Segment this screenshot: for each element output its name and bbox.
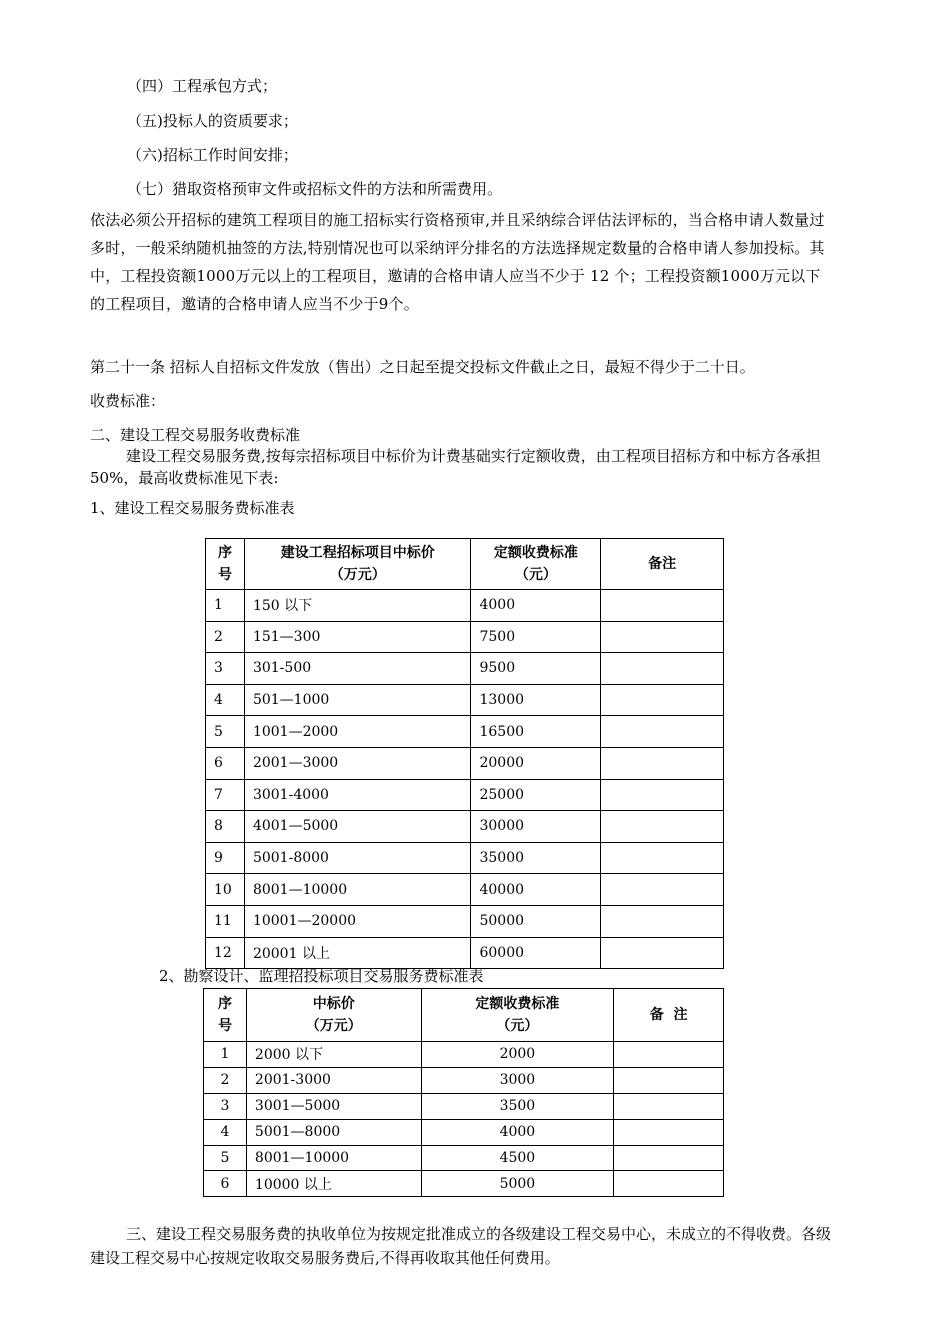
cell-remark (601, 621, 724, 653)
cell-fee: 5000 (421, 1171, 614, 1197)
table-row (204, 1067, 724, 1093)
section-2-body: 建设工程交易服务费,按每宗招标项目中标价为计费基础实行定额收费，由工程项目招标方和中标方各承担50%，最高收费标准见下表: (90, 447, 821, 487)
cell-remark (601, 874, 724, 906)
cell-index: 4 (204, 1119, 247, 1145)
cell-index: 3 (204, 1093, 247, 1119)
cell-fee: 4000 (471, 590, 601, 622)
prequalification-paragraph: 依法必须公开招标的建筑工程项目的施工招标实行资格预审,并且采纳综合评估法评标的，当合格申请人数量过多时，一般采纳随机抽签的方法,特别情况也可以采纳评分排名的方法选择规定数量的合格申请人参加投标。其中，工程投资额1000万元以上的工程项目，邀请的合格申请人应当不少于 12 个；工程投资额1000万元以下的工程项目，邀请的合格申请人应当不少于9个。 (90, 211, 825, 313)
table-1-caption: 1、建设工程交易服务费标准表 (90, 499, 295, 517)
cell-bid-price: 1001—2000 (244, 716, 471, 748)
cell-index: 11 (206, 905, 245, 937)
cell-fee: 25000 (471, 779, 601, 811)
table-row (206, 621, 724, 653)
cell-index: 3 (206, 653, 245, 685)
table-row (206, 842, 724, 874)
section-3: 三、建设工程交易服务费的执收单位为按规定批准成立的各级建设工程交易中心，未成立的不得收费。各级建设工程交易中心按规定收取交易服务费后,不得再收取其他任何费用。 (90, 1225, 832, 1267)
table-row (204, 1042, 724, 1068)
cell-remark (614, 1093, 724, 1119)
cell-fee: 30000 (471, 811, 601, 843)
table-row (206, 590, 724, 622)
cell-remark (601, 747, 724, 779)
cell-bid-price: 3001-4000 (244, 779, 471, 811)
cell-index: 6 (206, 747, 245, 779)
table-row (206, 874, 724, 906)
cell-index: 2 (206, 621, 245, 653)
cell-remark (601, 684, 724, 716)
cell-remark (601, 937, 724, 969)
cell-remark (614, 1145, 724, 1171)
table-row (206, 811, 724, 843)
cell-index: 6 (204, 1171, 247, 1197)
cell-bid-price: 3001—5000 (246, 1093, 421, 1119)
cell-bid-price: 151—300 (244, 621, 471, 653)
cell-remark (614, 1042, 724, 1068)
cell-fee: 2000 (421, 1042, 614, 1068)
cell-fee: 16500 (471, 716, 601, 748)
cell-index: 5 (204, 1145, 247, 1171)
list-item-7: （七）猎取资格预审文件或招标文件的方法和所需费用。 (127, 180, 503, 198)
cell-bid-price: 8001—10000 (246, 1145, 421, 1171)
table-row (206, 905, 724, 937)
table-2-caption: 2、勘察设计、监理招投标项目交易服务费标准表 (159, 967, 484, 985)
cell-fee: 3000 (421, 1067, 614, 1093)
table-row (204, 1145, 724, 1171)
table-row (206, 747, 724, 779)
cell-remark (601, 811, 724, 843)
table-row (204, 1119, 724, 1145)
table-row (206, 779, 724, 811)
cell-fee: 50000 (471, 905, 601, 937)
cell-bid-price: 5001-8000 (244, 842, 471, 874)
cell-fee: 9500 (471, 653, 601, 685)
cell-bid-price: 150 以下 (244, 590, 471, 622)
cell-index: 1 (206, 590, 245, 622)
cell-fee: 60000 (471, 937, 601, 969)
cell-bid-price: 4001—5000 (244, 811, 471, 843)
cell-index: 7 (206, 779, 245, 811)
cell-remark (601, 905, 724, 937)
table-row (206, 653, 724, 685)
section-2-title: 二、建设工程交易服务收费标准 (90, 426, 301, 444)
cell-fee: 35000 (471, 842, 601, 874)
list-item-4: （四）工程承包方式； (127, 77, 278, 95)
cell-fee: 20000 (471, 747, 601, 779)
table-row (206, 684, 724, 716)
cell-remark (601, 590, 724, 622)
header-fee: 定额收费标准 （元） (421, 989, 614, 1042)
table-row (206, 716, 724, 748)
cell-index: 1 (204, 1042, 247, 1068)
cell-bid-price: 10000 以上 (246, 1171, 421, 1197)
table-row (204, 1171, 724, 1197)
cell-fee: 4500 (421, 1145, 614, 1171)
cell-bid-price: 501—1000 (244, 684, 471, 716)
header-index: 序 号 (206, 539, 245, 590)
header-remark: 备 注 (614, 989, 724, 1042)
cell-fee: 3500 (421, 1093, 614, 1119)
cell-remark (601, 779, 724, 811)
cell-remark (601, 842, 724, 874)
header-fee: 定额收费标准 （元） (471, 539, 601, 590)
fee-standard-label: 收费标准： (90, 392, 166, 410)
cell-index: 12 (206, 937, 245, 969)
cell-fee: 13000 (471, 684, 601, 716)
cell-index: 9 (206, 842, 245, 874)
cell-remark (614, 1171, 724, 1197)
list-item-5: （五)投标人的资质要求； (127, 112, 298, 130)
cell-remark (601, 716, 724, 748)
cell-remark (614, 1067, 724, 1093)
survey-design-fee-table (203, 988, 724, 1197)
cell-bid-price: 2001—3000 (244, 747, 471, 779)
cell-bid-price: 8001—10000 (244, 874, 471, 906)
cell-bid-price: 2001-3000 (246, 1067, 421, 1093)
cell-bid-price: 10001—20000 (244, 905, 471, 937)
cell-remark (614, 1119, 724, 1145)
cell-bid-price: 301-500 (244, 653, 471, 685)
table-row (204, 1093, 724, 1119)
cell-bid-price: 2000 以下 (246, 1042, 421, 1068)
cell-index: 8 (206, 811, 245, 843)
cell-fee: 4000 (421, 1119, 614, 1145)
header-remark: 备注 (601, 539, 724, 590)
article-21: 第二十一条 招标人自招标文件发放（售出）之日起至提交投标文件截止之日，最短不得少于二十日。 (90, 358, 755, 376)
cell-remark (601, 653, 724, 685)
header-index: 序 号 (204, 989, 247, 1042)
cell-index: 5 (206, 716, 245, 748)
cell-index: 2 (204, 1067, 247, 1093)
construction-fee-table (205, 538, 724, 969)
header-bid-price: 建设工程招标项目中标价 （万元） (244, 539, 471, 590)
cell-fee: 7500 (471, 621, 601, 653)
header-bid-price: 中标价 （万元） (246, 989, 421, 1042)
table-row (206, 937, 724, 969)
cell-index: 10 (206, 874, 245, 906)
cell-fee: 40000 (471, 874, 601, 906)
cell-bid-price: 5001—8000 (246, 1119, 421, 1145)
list-item-6: （六)招标工作时间安排； (127, 146, 298, 164)
cell-bid-price: 20001 以上 (244, 937, 471, 969)
cell-index: 4 (206, 684, 245, 716)
